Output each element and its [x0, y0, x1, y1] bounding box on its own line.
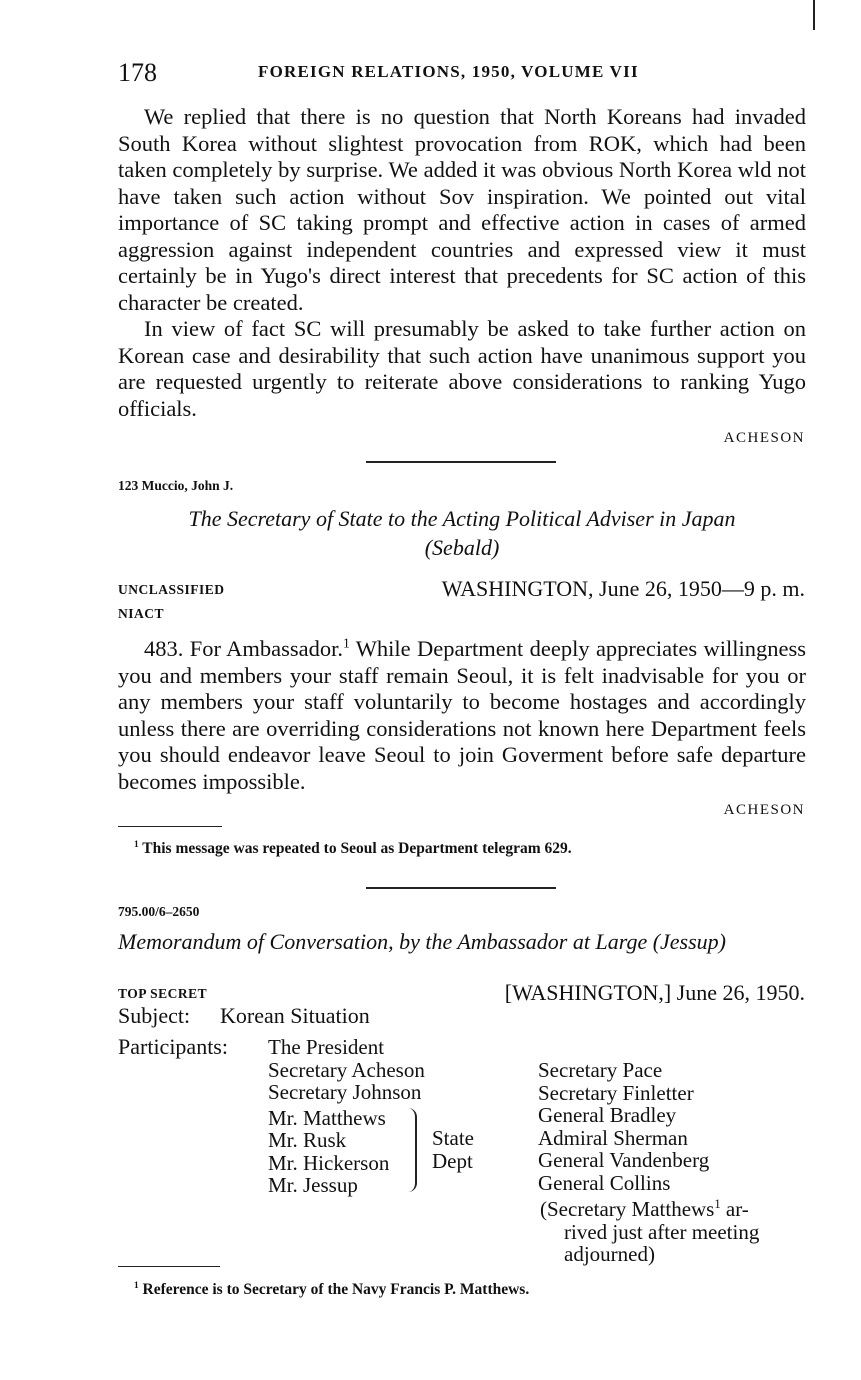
dateline: [WASHINGTON,] June 26, 1950.	[504, 980, 805, 1005]
participants-right	[538, 1059, 709, 1194]
page-edge-mark	[813, 0, 815, 30]
paragraph: In view of fact SC will presumably be asked to take further action on Korean case and desirability that such action have unanimous support you are requested urgently to reiterate above considerations to ranking Yugo officials.	[118, 316, 806, 421]
note-line: rived just after meeting	[564, 1219, 760, 1244]
participant: Mr. Rusk	[268, 1128, 347, 1152]
document-title	[118, 504, 806, 562]
paragraph: We replied that there is no question that North Koreans had invaded South Korea without slightest provocation from ROK, which had been taken completely by surprise. We added it was obvious North Korea wld not have taken such action without Sov inspiration. We pointed out vital importance of SC taking prompt and effective action in cases of armed aggression against independent countries and expressed view it must certainly be in Yugo's direct interest that precedents for SC action of this character be created.	[118, 104, 806, 315]
section-divider	[366, 461, 556, 463]
title-line: (Sebald)	[424, 535, 500, 560]
arrival-note	[540, 1198, 810, 1266]
footnote	[134, 1281, 529, 1299]
running-title: FOREIGN RELATIONS, 1950, VOLUME VII	[258, 62, 639, 81]
participant: Secretary Acheson	[268, 1057, 425, 1082]
participant: Secretary Finletter	[538, 1080, 694, 1105]
participant: Secretary Pace	[538, 1058, 663, 1082]
state-dept-label	[432, 1127, 474, 1172]
participants-label: Participants:	[118, 1034, 228, 1059]
group-label: State	[432, 1126, 474, 1150]
classification: UNCLASSIFIED	[118, 582, 225, 597]
footnote-rule	[118, 826, 222, 827]
signature: ACHESON	[723, 802, 805, 818]
participant: Secretary Johnson	[268, 1080, 422, 1104]
message-text: While Department deeply appreciates willingness you and members your staff remain Seoul, it is felt inadvisable for you or any members your staff voluntarily to become hostages and accordingly unless there are overriding considerations not known here Department feels you should endeavor leave Seoul to join Goverment before safe departure becomes impossible.	[118, 636, 806, 794]
participant: General Vandenberg	[538, 1148, 710, 1172]
section-divider	[366, 887, 556, 889]
participant: Admiral Sherman	[538, 1125, 688, 1150]
message-number: 483. For Ambassador.	[144, 636, 343, 661]
participants-left	[268, 1036, 425, 1197]
participant: General Collins	[538, 1170, 671, 1195]
file-reference: 795.00/6–2650	[118, 904, 200, 919]
file-reference: 123 Muccio, John J.	[118, 478, 234, 493]
title-line: The Secretary of State to the Acting Political Adviser in Japan	[188, 506, 736, 531]
signature: ACHESON	[723, 430, 805, 446]
precedence: NIACT	[118, 606, 165, 621]
footnote-marker: 1	[714, 1197, 721, 1211]
subject-label: Subject:	[118, 1003, 191, 1028]
participant: The President	[268, 1035, 385, 1059]
note-line: (Secretary Matthews$^1$ ar-	[540, 1197, 749, 1221]
paragraph	[118, 636, 806, 795]
first-doc-body	[118, 104, 806, 422]
footnote-rule	[118, 1266, 220, 1267]
footnote-text: Reference is to Secretary of the Navy Francis P. Matthews.	[142, 1281, 530, 1298]
page-number: 178	[118, 58, 157, 87]
participant: General Bradley	[538, 1103, 677, 1127]
telegram-body	[118, 636, 806, 795]
dateline: WASHINGTON, June 26, 1950—9 p. m.	[441, 576, 805, 601]
classification: TOP SECRET	[118, 986, 208, 1001]
participant: Mr. Matthews	[268, 1105, 386, 1130]
note-line: adjourned)	[564, 1242, 655, 1266]
memo-title: Memorandum of Conversation, by the Ambassador at Large (Jessup)	[118, 929, 727, 954]
subject-value: Korean Situation	[220, 1003, 370, 1028]
group-bracket	[408, 1108, 417, 1192]
footnote-marker: 1	[342, 635, 350, 651]
footnote-marker: 1	[134, 1280, 139, 1291]
footnote-text: This message was repeated to Seoul as Department telegram 629.	[142, 840, 572, 857]
participant: Mr. Hickerson	[268, 1150, 390, 1175]
participant: Mr. Jessup	[268, 1173, 358, 1197]
group-label: Dept	[432, 1148, 473, 1173]
footnote-marker: 1	[134, 839, 139, 850]
footnote	[134, 840, 572, 858]
